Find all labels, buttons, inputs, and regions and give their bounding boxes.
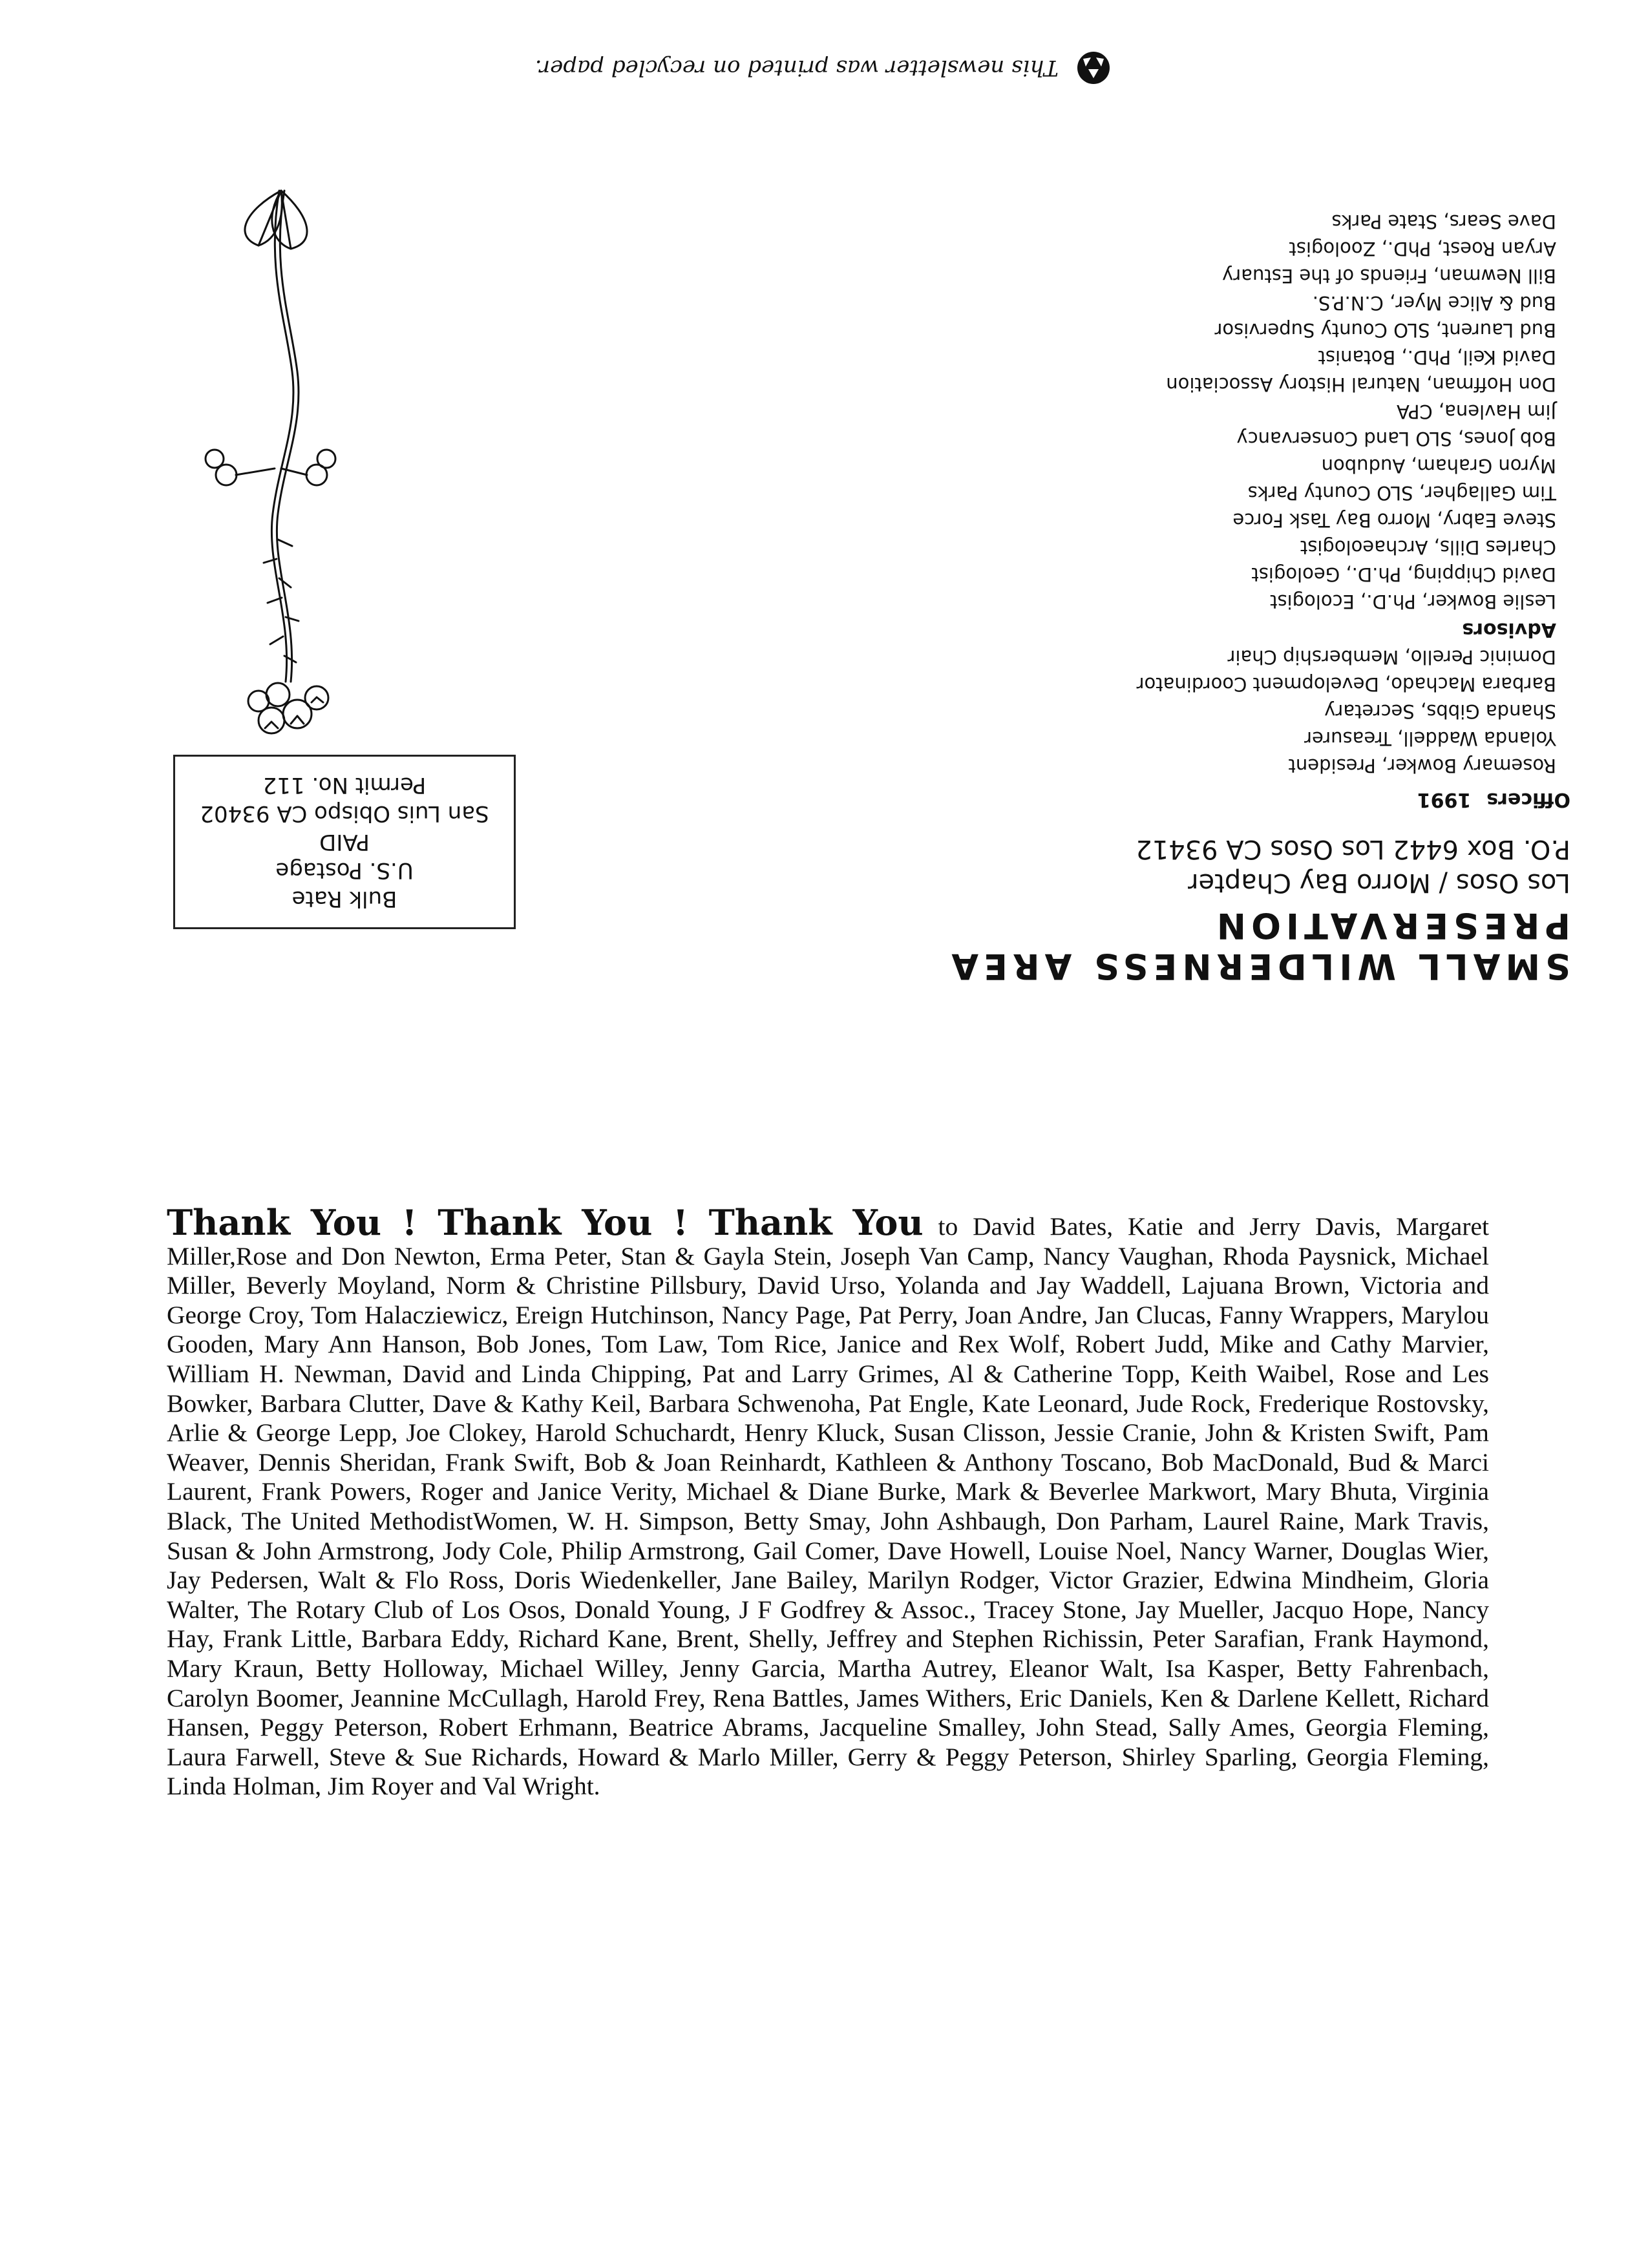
recycled-text: This newsletter was printed on recycled paper. bbox=[534, 55, 1059, 81]
advisor-item: Charles Dills, Archaeologist bbox=[1300, 536, 1556, 558]
officers-list bbox=[666, 208, 1556, 779]
organization-name: SMALL WILDERNESS AREA PRESERVATION bbox=[946, 905, 1570, 987]
officers-label: Officers bbox=[1486, 788, 1570, 811]
officers-year: 1991 bbox=[1417, 788, 1472, 811]
postage-indicia bbox=[173, 755, 516, 929]
postage-line: Permit No. 112 bbox=[262, 772, 427, 798]
officers-heading bbox=[666, 788, 1570, 811]
recycled-note bbox=[530, 45, 1112, 90]
advisor-item: Aryan Roest, PhD., Zoologist bbox=[1289, 238, 1556, 260]
postage-line: San Luis Obispo CA 93402 bbox=[200, 801, 489, 826]
officer-item: Yolanda Waddell, Treasurer bbox=[1304, 728, 1556, 750]
advisor-item: Bud & Alice Myer, C.N.P.S. bbox=[1312, 292, 1556, 314]
postage-line: U.S. Postage bbox=[275, 857, 414, 883]
thank-you-paragraph bbox=[167, 1202, 1489, 1801]
mailing-address: P.O. Box 6442 Los Osos CA 93412 bbox=[1136, 834, 1570, 864]
advisor-item: David Keil, PhD., Botanist bbox=[1318, 346, 1556, 368]
thank-you-heading: Thank You ! Thank You ! Thank You bbox=[167, 1202, 924, 1243]
advisor-item: Don Hoffman, Natural History Association bbox=[1166, 373, 1556, 395]
officer-item: Rosemary Bowker, President bbox=[1288, 755, 1556, 777]
flower-illustration bbox=[181, 165, 388, 759]
chapter-name: Los Osos / Morro Bay Chapter bbox=[1188, 868, 1570, 898]
advisor-item: Bob Jones, SLO Land Conservancy bbox=[1236, 428, 1556, 450]
thank-you-donor-list: to David Bates, Katie and Jerry Davis, Margaret Miller,Rose and Don Newton, Erma Peter, Stan & Gayla Stein, Joseph Van Camp, Nancy Vaughan, Rhoda Paysnick, Michael Miller, Beverly Moyland, Norm & Christine Pillsbury, David Urso, Yolanda and Jay Waddell, Lajuana Brown, Victoria and George Croy, Tom Halacziewicz, Ereign Hutchinson, Nancy Page, Pat Perry, Joan Andre, Jan Clucas, Fanny Wrappers, Marylou Gooden, Mary Ann Hanson, Bob Jones, Tom Law, Tom Rice, Janice and Rex Wolf, Robert Judd, Mike and Cathy Marvier, William H. Newman, David and Linda Chipping, Pat and Larry Grimes, Al & Catherine Topp, Keith Waibel, Rose and Les Bowker, Barbara Clutter, Dave & Kathy Keil, Barbara Schwenoha, Pat Engle, Kate Leonard, Jude Rock, Frederique Rostovsky, Arlie & George Lepp, Joe Clokey, Harold Schuchardt, Henry Kluck, Susan Clisson, Jessie Cranie, John & Kristen Swift, Pam Weaver, Dennis Sheridan, Frank Swift, Bob & Joan Reinhardt, Kathleen & Anthony Toscano, Bob MacDonald, Bud & Marci Laurent, Frank Powers, Roger and Janice Verity, Michael & Diane Burke, Mark & Beverlee Markwort, Mary Bhuta, Virginia Black, The United MethodistWomen, W. H. Simpson, Betty Smay, John Ashbaugh, Don Parham, Laurel Raine, Mark Travis, Susan & John Armstrong, Jody Cole, Philip Armstrong, Gail Comer, Dave Howell, Louise Noel, Nancy Warner, Douglas Wier, Jay Pedersen, Walt & Flo Ross, Doris Wiedenkeller, Jane Bailey, Marilyn Rodger, Victor Grazier, Edwina Mindheim, Gloria Walter, The Rotary Club of Los Osos, Donald Young, J F Godfrey & Assoc., Tracey Stone, Jay Mueller, Jacquo Hope, Nancy Hay, Frank Little, Barbara Eddy, Richard Kane, Brent, Shelly, Jeffrey and Stephen Richissin, Peter Sarafian, Frank Haymond, Mary Kraun, Betty Holloway, Michael Willey, Jenny Garcia, Martha Autrey, Eleanor Walt, Isa Kasper, Betty Fahrenbach, Carolyn Boomer, Jeannine McCullagh, Harold Frey, Rena Battles, James Withers, Eric Daniels, Ken & Darlene Kellett, Richard Hansen, Peggy Peterson, Robert Erhmann, Beatrice Abrams, Jacqueline Smalley, John Stead, Sally Ames, Georgia Fleming, Laura Farwell, Steve & Sue Richards, Howard & Marlo Miller, Gerry & Peggy Peterson, Shirley Sparling, Georgia Fleming, Linda Holman, Jim Royer and Val Wright. bbox=[167, 1212, 1489, 1801]
advisor-item: Bud Laurent, SLO County Supervisor bbox=[1214, 319, 1556, 341]
advisor-item: David Chipping, Ph.D., Geologist bbox=[1251, 563, 1556, 585]
officer-item: Barbara Machado, Development Coordinator bbox=[1136, 673, 1556, 695]
advisor-item: Myron Graham, Audubon bbox=[1321, 455, 1556, 477]
return-address-block bbox=[666, 208, 1570, 987]
advisor-item: Steve Eabry, Morro Bay Task Force bbox=[1232, 509, 1556, 531]
postage-line: Bulk Rate bbox=[291, 886, 397, 912]
advisor-item: Jim Havlena, CPA bbox=[1396, 401, 1556, 423]
advisors-heading: Advisors bbox=[1462, 618, 1556, 641]
officer-item: Shanda Gibbs, Secretary bbox=[1324, 700, 1556, 722]
advisor-item: Bill Newman, Friends of the Estuary bbox=[1222, 265, 1556, 287]
officer-item: Dominic Perello, Membership Chair bbox=[1227, 646, 1556, 668]
advisor-item: Tim Gallagher, SLO County Parks bbox=[1247, 482, 1556, 504]
postage-line: PAID bbox=[319, 829, 370, 855]
advisor-item: Dave Sears, State Parks bbox=[1331, 211, 1556, 233]
recycle-icon bbox=[1075, 50, 1112, 86]
advisor-item: Leslie Bowker, Ph.D., Ecologist bbox=[1270, 591, 1556, 613]
